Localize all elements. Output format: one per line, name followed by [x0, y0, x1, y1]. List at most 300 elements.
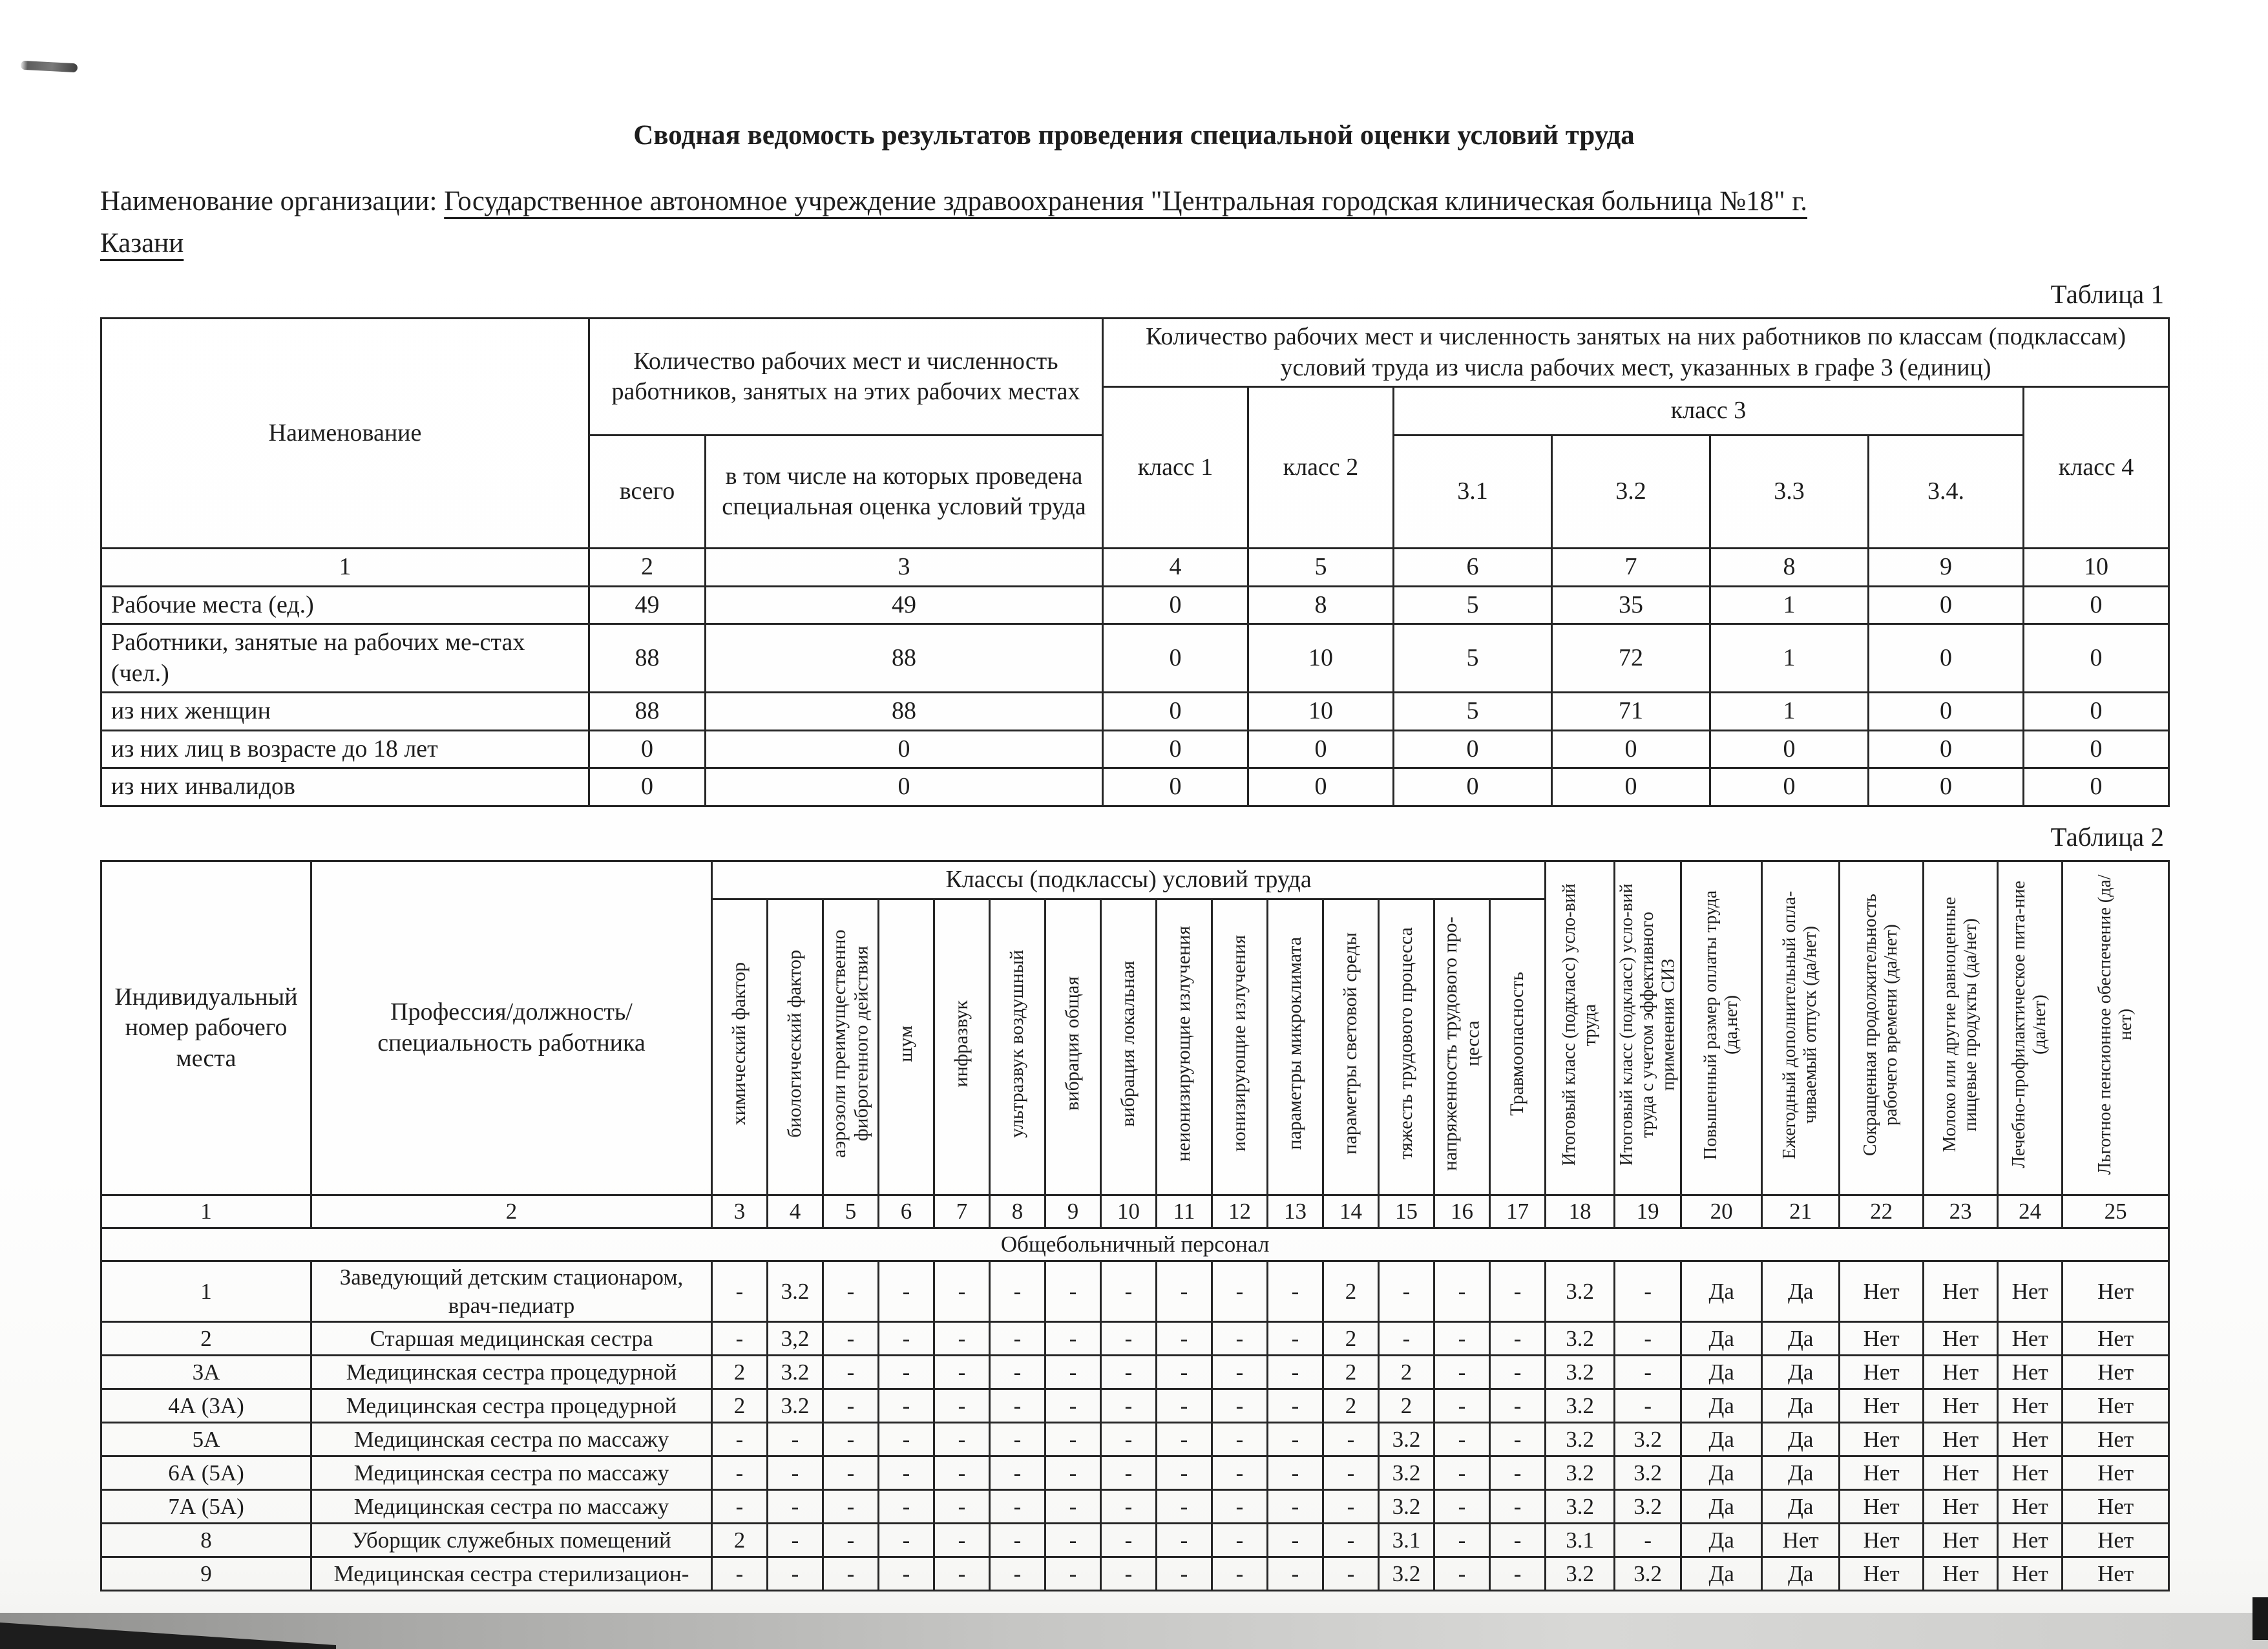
- table1-cell: 0: [1103, 730, 1248, 768]
- table2-cell: Да: [1762, 1389, 1840, 1423]
- table1-cell: 0: [1103, 693, 1248, 731]
- table2-cell: -: [1212, 1456, 1268, 1490]
- table1-cell: 0: [1552, 768, 1710, 806]
- table1-body: [101, 586, 2169, 806]
- table2-cell: 3.2: [1379, 1423, 1434, 1456]
- table1-cell: 8: [1248, 586, 1394, 624]
- table1-cell: 0: [1710, 768, 1869, 806]
- table1-header-included: в том числе на которых проведена специальная оценка условий труда: [706, 436, 1103, 549]
- table1-cell: 0: [1869, 730, 2024, 768]
- table2-row: [101, 1322, 2169, 1356]
- table1-column-number: 5: [1248, 549, 1394, 587]
- table2-header-result-column: Повышенный размер оплаты труда (да,нет): [1681, 861, 1762, 1195]
- table2-cell: Нет: [1998, 1456, 2063, 1490]
- table1-cell: 0: [1869, 586, 2024, 624]
- table2-cell: Нет: [1998, 1322, 2063, 1356]
- table2-cell: -: [712, 1456, 768, 1490]
- table2-column-number: 2: [311, 1195, 712, 1228]
- table1-cell: 5: [1394, 586, 1552, 624]
- table2-column-number: 4: [768, 1195, 823, 1228]
- table2-cell: -: [1157, 1423, 1212, 1456]
- table2-cell: -: [1101, 1456, 1157, 1490]
- table2-header-classes: Классы (подклассы) условий труда: [712, 861, 1546, 899]
- table2-column-number: 12: [1212, 1195, 1268, 1228]
- table2-cell: Нет: [1924, 1557, 1998, 1591]
- table2-cell: -: [1323, 1557, 1379, 1591]
- table2-column-number: 17: [1490, 1195, 1546, 1228]
- table1-cell: 88: [706, 624, 1103, 693]
- table2-cell: 3.2: [768, 1356, 823, 1389]
- table2-cell: -: [934, 1490, 990, 1524]
- table2-cell: -: [934, 1557, 990, 1591]
- table1-row-label: из них женщин: [101, 693, 589, 731]
- table1-cell: 1: [1710, 693, 1869, 731]
- table2-cell: -: [768, 1423, 823, 1456]
- table1-cell: 0: [1869, 768, 2024, 806]
- table2-cell: -: [1268, 1389, 1323, 1423]
- table1-header-subclass: 3.4.: [1869, 436, 2024, 549]
- table2-cell: -: [1323, 1524, 1379, 1557]
- table2-cell: -: [1101, 1389, 1157, 1423]
- table2-cell: Нет: [1998, 1389, 2063, 1423]
- table2-cell: Да: [1762, 1456, 1840, 1490]
- table2-column-number: 21: [1762, 1195, 1840, 1228]
- table1-cell: 5: [1394, 693, 1552, 731]
- table2-cell: -: [879, 1423, 934, 1456]
- table2-cell: -: [1157, 1557, 1212, 1591]
- table2-header-factor-column: тяжесть трудового процесса: [1379, 899, 1434, 1195]
- table2-profession: Медицинская сестра процедурной: [311, 1389, 712, 1423]
- table2-profession: Медицинская сестра процедурной: [311, 1356, 712, 1389]
- table2-workplace-number: 8: [101, 1524, 311, 1557]
- table2-cell: -: [1101, 1490, 1157, 1524]
- table2-row: [101, 1389, 2169, 1423]
- table2-cell: -: [1157, 1490, 1212, 1524]
- table2-workplace-number: 6А (5А): [101, 1456, 311, 1490]
- table2-cell: -: [1212, 1490, 1268, 1524]
- table2-cell: Нет: [1924, 1490, 1998, 1524]
- table1-cell: 0: [2024, 693, 2169, 731]
- table2-cell: -: [934, 1389, 990, 1423]
- table2-header-result-column: Сокращенная продолжительность рабочего времени (да/нет): [1840, 861, 1924, 1195]
- table2-cell: -: [712, 1557, 768, 1591]
- table1-row: [101, 624, 2169, 693]
- table2-cell: Нет: [1998, 1524, 2063, 1557]
- table2-header-factor-column: вибрация общая: [1045, 899, 1101, 1195]
- table1-cell: 0: [1103, 768, 1248, 806]
- table2-cell: Нет: [1998, 1423, 2063, 1456]
- table2-cell: Нет: [1840, 1322, 1924, 1356]
- table1-cell: 0: [1248, 768, 1394, 806]
- table2-cell: Нет: [1998, 1356, 2063, 1389]
- table2-cell: -: [1157, 1356, 1212, 1389]
- table2-profession: Медицинская сестра по массажу: [311, 1490, 712, 1524]
- table2-cell: 3.2: [1379, 1456, 1434, 1490]
- table2-header-factor-column: параметры световой среды: [1323, 899, 1379, 1195]
- table2-header-result-column: Молоко или другие равноценные пищевые продукты (да/нет): [1924, 861, 1998, 1195]
- table1-row: [101, 768, 2169, 806]
- table2-column-number: 22: [1840, 1195, 1924, 1228]
- table2-cell: -: [1490, 1322, 1546, 1356]
- table2-cell: -: [990, 1423, 1045, 1456]
- table2-header-factor-column: напряженность трудового про-цесса: [1434, 899, 1490, 1195]
- table2-cell: Нет: [1840, 1524, 1924, 1557]
- table2-cell: Да: [1681, 1261, 1762, 1322]
- table2-row: [101, 1261, 2169, 1322]
- table1-cell: 49: [589, 586, 706, 624]
- table1-cell: 0: [589, 768, 706, 806]
- table2-column-number: 11: [1157, 1195, 1212, 1228]
- table2-column-number: 3: [712, 1195, 768, 1228]
- table2-column-number: 5: [823, 1195, 879, 1228]
- table2-cell: Нет: [1762, 1524, 1840, 1557]
- table2-cell: Нет: [2063, 1423, 2169, 1456]
- table2-cell: -: [1434, 1490, 1490, 1524]
- table2-header-factor-column: биологический фактор: [768, 899, 823, 1195]
- table1-cell: 0: [1103, 586, 1248, 624]
- table2-cell: -: [1045, 1456, 1101, 1490]
- table2-column-number: 9: [1045, 1195, 1101, 1228]
- table2-cell: Нет: [1924, 1423, 1998, 1456]
- table1-header-subclass: 3.2: [1552, 436, 1710, 549]
- table2-header-profession: Профессия/должность/специальность работника: [311, 861, 712, 1195]
- table2-cell: Нет: [2063, 1389, 2169, 1423]
- table2-cell: -: [768, 1490, 823, 1524]
- table2-cell: -: [1434, 1524, 1490, 1557]
- table1-cell: 35: [1552, 586, 1710, 624]
- table2-cell: -: [1490, 1356, 1546, 1389]
- table2-cell: -: [990, 1456, 1045, 1490]
- table2-cell: Нет: [1924, 1356, 1998, 1389]
- table2-cell: -: [1101, 1524, 1157, 1557]
- table2-cell: -: [1490, 1389, 1546, 1423]
- table2-cell: -: [712, 1490, 768, 1524]
- table2-header-top-row: [101, 861, 2169, 899]
- table2-cell: -: [1615, 1261, 1681, 1322]
- table2-column-number: 10: [1101, 1195, 1157, 1228]
- table2-cell: 3.1: [1379, 1524, 1434, 1557]
- table2-cell: 3.2: [1546, 1423, 1615, 1456]
- table2-cell: Нет: [1840, 1490, 1924, 1524]
- table2-cell: -: [934, 1356, 990, 1389]
- scan-edge-mark-artifact: [2252, 1597, 2268, 1640]
- table2-cell: 2: [1323, 1261, 1379, 1322]
- table1-cell: 0: [2024, 586, 2169, 624]
- table2-cell: -: [1434, 1456, 1490, 1490]
- table2-cell: Нет: [1924, 1524, 1998, 1557]
- table2-cell: -: [1268, 1524, 1323, 1557]
- table1-cell: 88: [589, 693, 706, 731]
- table2-cell: Да: [1681, 1524, 1762, 1557]
- table1-cell: 0: [706, 768, 1103, 806]
- table1-column-number: 7: [1552, 549, 1710, 587]
- table2-profession: Медицинская сестра по массажу: [311, 1423, 712, 1456]
- table2-cell: -: [1157, 1389, 1212, 1423]
- table2-cell: -: [1490, 1456, 1546, 1490]
- table2-cell: -: [1212, 1423, 1268, 1456]
- table1-row-label: из них инвалидов: [101, 768, 589, 806]
- table1-column-number: 1: [101, 549, 589, 587]
- table1-cell: 0: [1394, 730, 1552, 768]
- table2-row: [101, 1490, 2169, 1524]
- table2-cell: -: [1615, 1356, 1681, 1389]
- table2-cell: -: [1268, 1490, 1323, 1524]
- table1-header-name: Наименование: [101, 319, 589, 549]
- table2-cell: -: [1323, 1490, 1379, 1524]
- table2-cell: -: [1212, 1557, 1268, 1591]
- table2-cell: -: [879, 1389, 934, 1423]
- table2-cell: -: [1268, 1261, 1323, 1322]
- table2-column-number: 7: [934, 1195, 990, 1228]
- table2-header-result-column: Льготное пенсионное обеспечение (да/нет): [2063, 861, 2169, 1195]
- table2-cell: -: [1045, 1389, 1101, 1423]
- table2-workplace-number: 3А: [101, 1356, 311, 1389]
- table1-summary-counts: [100, 317, 2170, 807]
- table1-cell: 10: [1248, 693, 1394, 731]
- table2-cell: 2: [1323, 1389, 1379, 1423]
- table2-cell: -: [823, 1356, 879, 1389]
- table2-cell: -: [1615, 1524, 1681, 1557]
- table2-header-factor-column: Травмоопасность: [1490, 899, 1546, 1195]
- table2-cell: -: [934, 1456, 990, 1490]
- table2-column-number: 18: [1546, 1195, 1615, 1228]
- table2-cell: -: [879, 1524, 934, 1557]
- table1-column-number: 9: [1869, 549, 2024, 587]
- table2-cell: -: [1323, 1423, 1379, 1456]
- table2-cell: -: [823, 1389, 879, 1423]
- table2-column-number: 19: [1615, 1195, 1681, 1228]
- table2-workplace-number: 5А: [101, 1423, 311, 1456]
- table1-header-subclass: 3.1: [1394, 436, 1552, 549]
- table2-cell: -: [1212, 1356, 1268, 1389]
- table2-profession: Медицинская сестра по массажу: [311, 1456, 712, 1490]
- table2-cell: -: [1045, 1557, 1101, 1591]
- table2-cell: Нет: [1998, 1557, 2063, 1591]
- table2-cell: Да: [1681, 1356, 1762, 1389]
- table2-cell: -: [990, 1389, 1045, 1423]
- table2-column-number: 16: [1434, 1195, 1490, 1228]
- table2-cell: -: [1379, 1322, 1434, 1356]
- table2-cell: 3.2: [768, 1389, 823, 1423]
- table2-cell: -: [934, 1423, 990, 1456]
- table2-cell: -: [823, 1557, 879, 1591]
- table2-cell: Да: [1762, 1261, 1840, 1322]
- table1-cell: 0: [1869, 624, 2024, 693]
- table2-cell: 3.2: [1546, 1356, 1615, 1389]
- table2-cell: Нет: [1840, 1456, 1924, 1490]
- table2-workplace-number: 1: [101, 1261, 311, 1322]
- table2-cell: Нет: [2063, 1261, 2169, 1322]
- table2-cell: -: [1490, 1423, 1546, 1456]
- table2-cell: -: [990, 1322, 1045, 1356]
- table2-cell: Нет: [2063, 1456, 2169, 1490]
- table2-header-factor-column: ультразвук воздушный: [990, 899, 1045, 1195]
- table2-cell: -: [1434, 1322, 1490, 1356]
- table1-row: [101, 586, 2169, 624]
- table2-cell: -: [768, 1456, 823, 1490]
- table2-cell: Нет: [1840, 1423, 1924, 1456]
- table1-header-total: всего: [589, 436, 706, 549]
- table2-column-number: 6: [879, 1195, 934, 1228]
- table2-column-number: 24: [1998, 1195, 2063, 1228]
- table1-cell: 10: [1248, 624, 1394, 693]
- table2-workplace-number: 4А (3А): [101, 1389, 311, 1423]
- table2-cell: -: [1101, 1356, 1157, 1389]
- table2-header-factor-column: ионизирующие излучения: [1212, 899, 1268, 1195]
- table2-cell: Нет: [1924, 1322, 1998, 1356]
- table1-row-label: Работники, занятые на рабочих ме-стах (чел.): [101, 624, 589, 693]
- table1-caption: Таблица 1: [2050, 279, 2164, 309]
- table1-cell: 0: [2024, 730, 2169, 768]
- table2-column-number: 8: [990, 1195, 1045, 1228]
- table2-cell: 2: [1379, 1356, 1434, 1389]
- table2-cell: -: [1434, 1423, 1490, 1456]
- table2-cell: Нет: [2063, 1356, 2169, 1389]
- table2-header-factor-column: вибрация локальная: [1101, 899, 1157, 1195]
- table2-cell: Нет: [1840, 1261, 1924, 1322]
- table2-cell: Да: [1762, 1322, 1840, 1356]
- table1-header-class2: класс 2: [1248, 387, 1394, 549]
- table1-header-class3: класс 3: [1394, 387, 2024, 436]
- table2-row: [101, 1557, 2169, 1591]
- table2-workplace-number: 9: [101, 1557, 311, 1591]
- table2-cell: 3.2: [1379, 1557, 1434, 1591]
- table2-cell: -: [1268, 1322, 1323, 1356]
- table2-cell: 3.1: [1546, 1524, 1615, 1557]
- table2-cell: -: [1045, 1322, 1101, 1356]
- table2-cell: Да: [1762, 1356, 1840, 1389]
- table1-column-number: 2: [589, 549, 706, 587]
- table2-cell: Да: [1762, 1423, 1840, 1456]
- table1-column-number: 3: [706, 549, 1103, 587]
- table2-cell: -: [879, 1557, 934, 1591]
- table2-cell: -: [823, 1524, 879, 1557]
- table2-cell: -: [1615, 1389, 1681, 1423]
- table2-column-number: 1: [101, 1195, 311, 1228]
- table2-cell: Нет: [2063, 1322, 2169, 1356]
- table2-row: [101, 1356, 2169, 1389]
- table2-cell: Да: [1762, 1557, 1840, 1591]
- table1-column-number: 6: [1394, 549, 1552, 587]
- table2-cell: -: [1157, 1524, 1212, 1557]
- table1-cell: 5: [1394, 624, 1552, 693]
- organization-line: [100, 181, 2168, 264]
- table1-cell: 0: [1710, 730, 1869, 768]
- table2-cell: -: [823, 1490, 879, 1524]
- table2-cell: -: [1045, 1261, 1101, 1322]
- table2-cell: 3.2: [1546, 1389, 1615, 1423]
- table2-cell: 3.2: [768, 1261, 823, 1322]
- table2-cell: -: [1490, 1557, 1546, 1591]
- table2-header-workplace-number: Индивидуальный номер рабочего места: [101, 861, 311, 1195]
- table2-cell: -: [1434, 1261, 1490, 1322]
- table2-cell: -: [712, 1423, 768, 1456]
- table2-cell: -: [990, 1490, 1045, 1524]
- table2-cell: -: [934, 1322, 990, 1356]
- table2-header-result-column: Ежегодный дополнительный опла-чиваемый отпуск (да/нет): [1762, 861, 1840, 1195]
- table2-row: [101, 1456, 2169, 1490]
- table1-header-subclass: 3.3: [1710, 436, 1869, 549]
- table2-caption: Таблица 2: [2050, 821, 2164, 852]
- table2-cell: -: [823, 1261, 879, 1322]
- table1-column-number-row: [101, 549, 2169, 587]
- table2-cell: -: [1268, 1456, 1323, 1490]
- table2-cell: -: [934, 1524, 990, 1557]
- table2-cell: -: [990, 1557, 1045, 1591]
- table2-column-number: 13: [1268, 1195, 1323, 1228]
- table2-cell: Нет: [1840, 1356, 1924, 1389]
- table2-cell: Нет: [1924, 1261, 1998, 1322]
- table1-column-number: 8: [1710, 549, 1869, 587]
- table2-profession: Старшая медицинская сестра: [311, 1322, 712, 1356]
- table1-cell: 1: [1710, 624, 1869, 693]
- table2-profession: Заведующий детским стационаром, врач-педиатр: [311, 1261, 712, 1322]
- table2-profession: Уборщик служебных помещений: [311, 1524, 712, 1557]
- table1-header-class4: класс 4: [2024, 387, 2169, 549]
- table2-cell: -: [1212, 1261, 1268, 1322]
- table1-column-number: 4: [1103, 549, 1248, 587]
- table2-section-title: Общебольничный персонал: [101, 1228, 2169, 1261]
- table2-cell: -: [1157, 1261, 1212, 1322]
- table2-column-number: 23: [1924, 1195, 1998, 1228]
- table2-cell: -: [768, 1524, 823, 1557]
- table2-cell: Нет: [1924, 1389, 1998, 1423]
- table2-cell: -: [1490, 1261, 1546, 1322]
- organization-name-line1: Государственное автономное учреждение здравоохранения "Центральная городская клиническая больница №18" г.: [444, 186, 1807, 216]
- table2-cell: Нет: [2063, 1490, 2169, 1524]
- table2-workplace-number: 2: [101, 1322, 311, 1356]
- table1-cell: 88: [706, 693, 1103, 731]
- table2-column-number: 20: [1681, 1195, 1762, 1228]
- table2-cell: -: [1212, 1389, 1268, 1423]
- table2-cell: -: [879, 1322, 934, 1356]
- table2-cell: -: [712, 1261, 768, 1322]
- table2-cell: -: [1101, 1557, 1157, 1591]
- table1-row-label: из них лиц в возрасте до 18 лет: [101, 730, 589, 768]
- table1-header-count-right: Количество рабочих мест и численность занятых на них работников по классам (подклассам) условий труда из числа рабочих мест, указанных в графе 3 (единиц): [1103, 319, 2169, 387]
- table2-header-factor-column: химический фактор: [712, 899, 768, 1195]
- table1-cell: 72: [1552, 624, 1710, 693]
- table2-cell: -: [823, 1456, 879, 1490]
- page-title: Сводная ведомость результатов проведения специальной оценки условий труда: [633, 120, 1635, 151]
- table2-header-factor-column: инфразвук: [934, 899, 990, 1195]
- table2-header-factor-column: параметры микроклимата: [1268, 899, 1323, 1195]
- table2-cell: -: [990, 1356, 1045, 1389]
- table1-cell: 0: [706, 730, 1103, 768]
- organization-label: Наименование организации:: [100, 186, 437, 216]
- table1-cell: 0: [1103, 624, 1248, 693]
- table1-row: [101, 693, 2169, 731]
- table2-header-factor-column: неионизирующие излучения: [1157, 899, 1212, 1195]
- table2-workplace-number: 7А (5А): [101, 1490, 311, 1524]
- table2-cell: -: [934, 1261, 990, 1322]
- table2-cell: -: [1045, 1524, 1101, 1557]
- table1-cell: 0: [2024, 768, 2169, 806]
- table2-cell: -: [1157, 1322, 1212, 1356]
- table2-cell: -: [1268, 1356, 1323, 1389]
- table2-cell: 3,2: [768, 1322, 823, 1356]
- table2-cell: -: [1379, 1261, 1434, 1322]
- table1-cell: 0: [1552, 730, 1710, 768]
- table2-cell: -: [1615, 1322, 1681, 1356]
- table2-cell: -: [1434, 1389, 1490, 1423]
- table2-cell: -: [1434, 1356, 1490, 1389]
- table2-cell: 2: [1323, 1322, 1379, 1356]
- table2-row: [101, 1423, 2169, 1456]
- table2-cell: -: [1101, 1261, 1157, 1322]
- table2-cell: -: [1045, 1490, 1101, 1524]
- table1-cell: 1: [1710, 586, 1869, 624]
